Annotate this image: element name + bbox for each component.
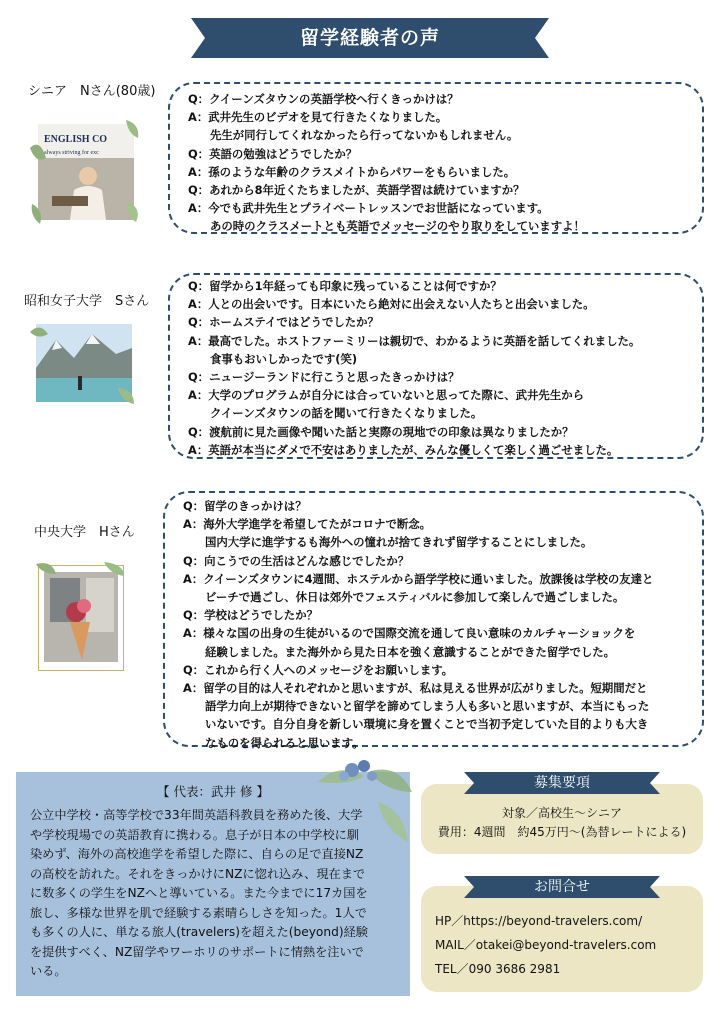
person-name-chuo: 中央大学 Hさん <box>34 525 135 540</box>
recruit-target: 対象／高校生～シニア <box>501 806 622 820</box>
photo-showa <box>30 318 138 406</box>
qa-line: ビーチで過ごし、休日は郊外でフェスティバルに参加して楽しんで過ごしました。 <box>205 590 625 605</box>
qa-line: A：孫のような年齢のクラスメイトからパワーをもらいました。 <box>188 164 516 179</box>
qa-line: A：英語が本当にダメで不安はありましたが、みんな優しくて楽しく過ごせました。 <box>188 442 619 457</box>
qa-list-showa <box>188 277 690 459</box>
contact-tel: TEL／090 3686 2981 <box>435 962 561 976</box>
qa-line: Q：学校はどうでしたか？ <box>183 608 318 623</box>
qa-line: Q：ホームステイではどうでしたか？ <box>188 315 379 330</box>
contact-card <box>421 886 703 992</box>
qa-box-senior <box>168 82 704 234</box>
qa-line: なものを得られると思います。 <box>205 735 364 750</box>
recruit-card <box>421 784 703 854</box>
photo-sign-text: ENGLISH CO <box>44 134 108 145</box>
person-name-senior: シニア Nさん(80歳) <box>28 84 156 99</box>
qa-line: A：様々な国の出身の生徒がいるので国際交流を通して良い意味のカルチャーショックを <box>183 626 636 641</box>
representative-line: いる。 <box>30 964 67 978</box>
qa-line: A：大学のプログラムが自分には合っていないと思ってた際に、武井先生から <box>188 388 584 403</box>
recruit-fee: 費用：4週間 約45万円～(為替レートによる) <box>437 825 687 839</box>
photo-chuo <box>34 560 128 674</box>
qa-line: Q：ニュージーランドに行こうと思ったきっかけは？ <box>188 370 460 385</box>
qa-line: A：最高でした。ホストファーミリーは親切で、わかるように英語を話してくれました。 <box>188 333 641 348</box>
qa-line: Q：留学のきっかけは？ <box>183 499 307 513</box>
photo-sign-tagline: always striving for exc <box>44 150 99 156</box>
qa-list-senior <box>188 90 690 236</box>
representative-title: 【 代表：武井 修 】 <box>157 784 269 799</box>
qa-line: クイーンズタウンの話を聞いて行きたくなりました。 <box>210 406 483 421</box>
recruit-title: 募集要項 <box>474 772 650 794</box>
representative-line: 公立中学校・高等学校で33年間英語科教員を務めた後、大学 <box>30 808 363 822</box>
qa-line: Q：渡航前に見た画像や聞いた話と実際の現地での印象は異なりましたか？ <box>188 424 574 439</box>
qa-line: Q：これから行く人へのメッセージをお願いします。 <box>183 662 454 677</box>
qa-line: いないです。自分自身を新しい環境に身を置くことで当初予定していた目的よりも大き <box>205 717 649 732</box>
photo-senior <box>30 118 142 226</box>
qa-line: Q：あれから8年近くたちましたが、英語学習は続けていますか？ <box>188 183 525 198</box>
qa-line: A：人との出会いです。日本にいたら絶対に出会えない人たちと出会いました。 <box>188 297 595 312</box>
qa-box-chuo <box>163 491 704 750</box>
qa-list-chuo <box>183 497 690 752</box>
contact-title: お問合せ <box>474 876 650 898</box>
qa-line: A：留学の目的は人それぞれかと思いますが、私は見える世界が広がりました。短期間だと <box>183 681 648 696</box>
representative-line: や学校現場での英語教育に携わる。息子が日本の中学校に馴 <box>30 827 360 842</box>
qa-line: 経験しました。また海外から見た日本を強く意識することができた留学でした。 <box>205 644 616 659</box>
qa-line: あの時のクラスメートとも英語でメッセージのやり取りをしていますよ！ <box>210 219 585 234</box>
qa-line: A：海外大学進学を希望してたがコロナで断念。 <box>183 517 432 532</box>
qa-line: A：武井先生のビデオを見て行きたくなりました。 <box>188 110 448 125</box>
contact-hp: HP／https://beyond-travelers.com/ <box>435 914 643 928</box>
qa-line: Q：向こうでの生活はどんな感じでしたか？ <box>183 553 410 568</box>
representative-line: を提供すべく、NZ留学やワーホリのサポートに情熱を注いで <box>30 944 364 959</box>
qa-line: A：今でも武井先生とプライベートレッスンでお世話になっています。 <box>188 201 549 216</box>
qa-box-showa <box>168 273 704 459</box>
page-title: 留学経験者の声 <box>299 27 440 49</box>
representative-line: も多くの人に、単なる旅人(travelers)を超えた(beyond)経験 <box>30 925 368 939</box>
person-name-showa: 昭和女子大学 Sさん <box>24 294 150 309</box>
title-banner <box>205 18 535 58</box>
representative-line: の高校を訪れた。それをきっかけにNZに惚れ込み、現在まで <box>30 866 366 881</box>
qa-line: A：クイーンズタウンに4週間、ホステルから語学学校に通いました。放課後は学校の友達と <box>183 571 654 586</box>
qa-line: Q：クイーンズタウンの英語学校へ行くきっかけは？ <box>188 92 459 106</box>
qa-line: 語学力向上が期待できないと留学を諦めてしまう人も多いと思いますが、本当にもった <box>205 699 650 714</box>
contact-mail: MAIL／otakei@beyond-travelers.com <box>435 938 657 952</box>
qa-line: 国内大学に進学するも海外への憧れが捨てきれず留学することにしました。 <box>205 535 593 550</box>
representative-line: に数多くの学生をNZへと導いている。また今までに17カ国を <box>30 886 368 900</box>
qa-line: 先生が同行してくれなかったら行ってないかもしれません。 <box>210 128 519 143</box>
qa-line: Q：英語の勉強はどうでしたか？ <box>188 146 358 161</box>
floral-decoration-icon <box>308 752 420 848</box>
representative-line: 染めず、海外の高校進学を希望した際に、自らの足で直接NZ <box>30 847 364 861</box>
qa-line: 食事もおいしかったです(笑) <box>210 351 358 366</box>
representative-line: 旅し、多様な世界を肌で経験する素晴らしさを知った。1人で <box>30 905 367 920</box>
qa-line: Q：留学から1年経っても印象に残っていることは何ですか？ <box>188 279 502 293</box>
